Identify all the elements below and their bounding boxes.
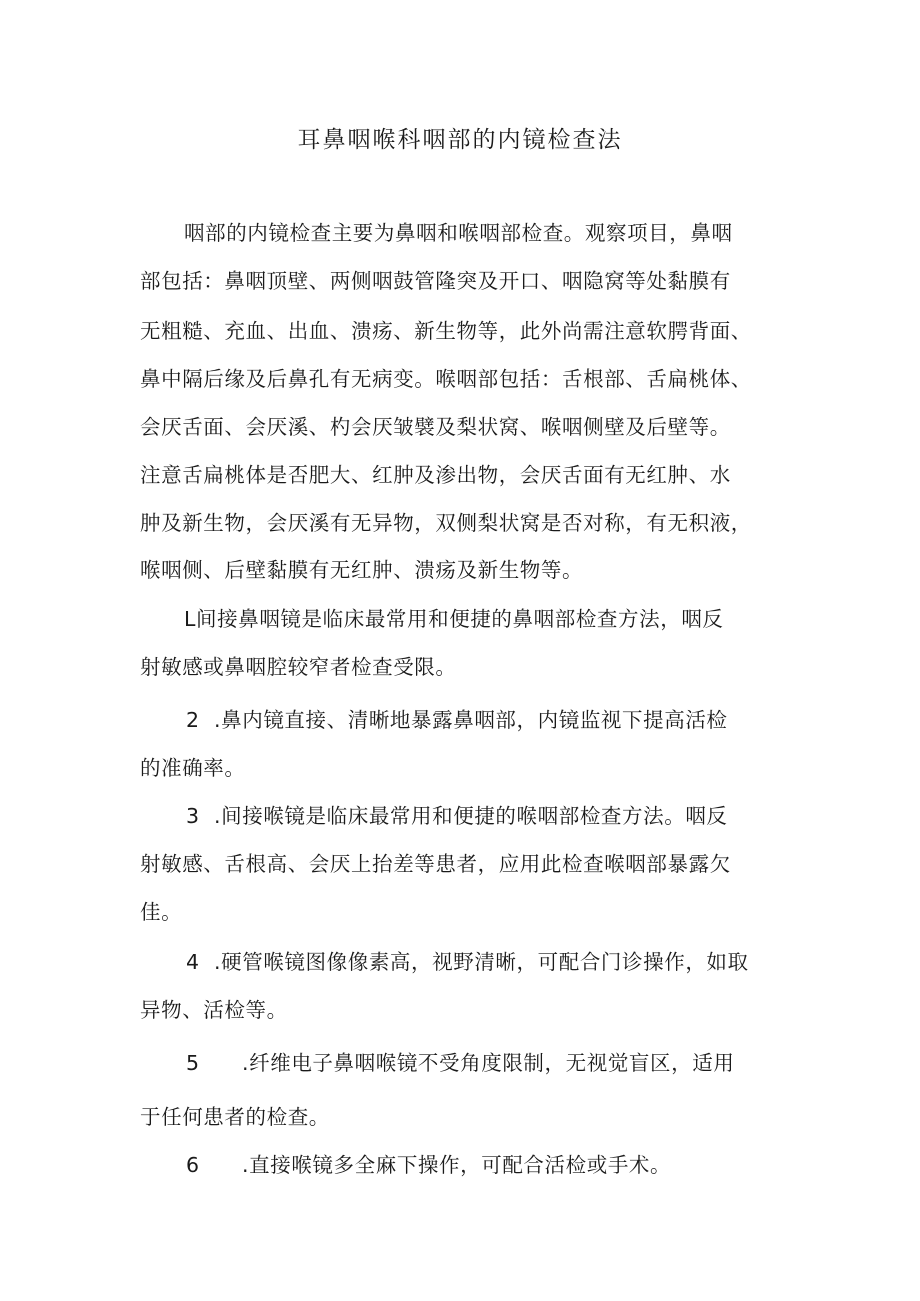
intro-line: 会厌舌面、会厌溪、杓会厌皱襞及梨状窝、喉咽侧壁及后壁等。 bbox=[140, 415, 731, 439]
list-item-number: 4 bbox=[186, 950, 200, 974]
intro-line: 注意舌扁桃体是否肥大、红肿及渗出物，会厌舌面有无红肿、水 bbox=[140, 463, 731, 487]
list-item-first-line bbox=[186, 1150, 671, 1180]
list-item-text: .硬管喉镜图像像素高，视野清晰，可配合门诊操作，如取 bbox=[214, 950, 749, 974]
list-item-line: 射敏感、舌根高、会厌上抬差等患者，应用此检查喉咽部暴露欠 bbox=[140, 852, 731, 876]
intro-line: 咽部的内镜检查主要为鼻咽和喉咽部检查。观察项目，鼻咽 bbox=[184, 221, 733, 245]
list-item-number: 2 bbox=[186, 708, 200, 732]
list-item-line: 佳。 bbox=[140, 900, 183, 924]
list-item-text: .直接喉镜多全麻下操作，可配合活检或手术。 bbox=[242, 1153, 672, 1177]
intro-line: 喉咽侧、后壁黏膜有无红肿、溃疡及新生物等。 bbox=[140, 558, 584, 582]
list-item-first-line bbox=[186, 947, 749, 977]
list-item-text: .间接喉镜是临床最常用和便捷的喉咽部检查方法。咽反 bbox=[214, 804, 728, 828]
page-title: 耳鼻咽喉科咽部的内镜检查法 bbox=[297, 127, 623, 153]
list-item-first-line bbox=[184, 604, 724, 634]
list-item-number: L bbox=[184, 607, 197, 631]
list-item-line: 异物、活检等。 bbox=[140, 998, 288, 1022]
list-item-first-line bbox=[186, 1048, 734, 1078]
list-item-number: 5 bbox=[186, 1051, 200, 1075]
list-item-line: 的准确率。 bbox=[140, 756, 246, 780]
list-item-text: .鼻内镜直接、清晰地暴露鼻咽部，内镜监视下提高活检 bbox=[214, 708, 728, 732]
intro-line: 肿及新生物，会厌溪有无异物，双侧梨状窝是否对称，有无积液， bbox=[140, 511, 752, 535]
list-item-first-line bbox=[186, 705, 728, 735]
list-item-text: .纤维电子鼻咽喉镜不受角度限制，无视觉盲区，适用 bbox=[242, 1051, 735, 1075]
list-item-number: 6 bbox=[186, 1153, 200, 1177]
list-item-line: 于任何患者的检查。 bbox=[140, 1105, 330, 1129]
list-item-first-line bbox=[186, 801, 728, 831]
intro-line: 鼻中隔后缘及后鼻孔有无病变。喉咽部包括：舌根部、舌扁桃体、 bbox=[140, 367, 752, 391]
list-item-number: 3 bbox=[186, 804, 200, 828]
list-item-text: 间接鼻咽镜是临床最常用和便捷的鼻咽部检查方法，咽反 bbox=[196, 607, 724, 631]
list-item-line: 射敏感或鼻咽腔较窄者检查受限。 bbox=[140, 655, 457, 679]
intro-line: 无粗糙、充血、出血、溃疡、新生物等，此外尚需注意软腭背面、 bbox=[140, 319, 752, 343]
intro-line: 部包括：鼻咽顶壁、两侧咽鼓管隆突及开口、咽隐窝等处黏膜有 bbox=[140, 269, 731, 293]
